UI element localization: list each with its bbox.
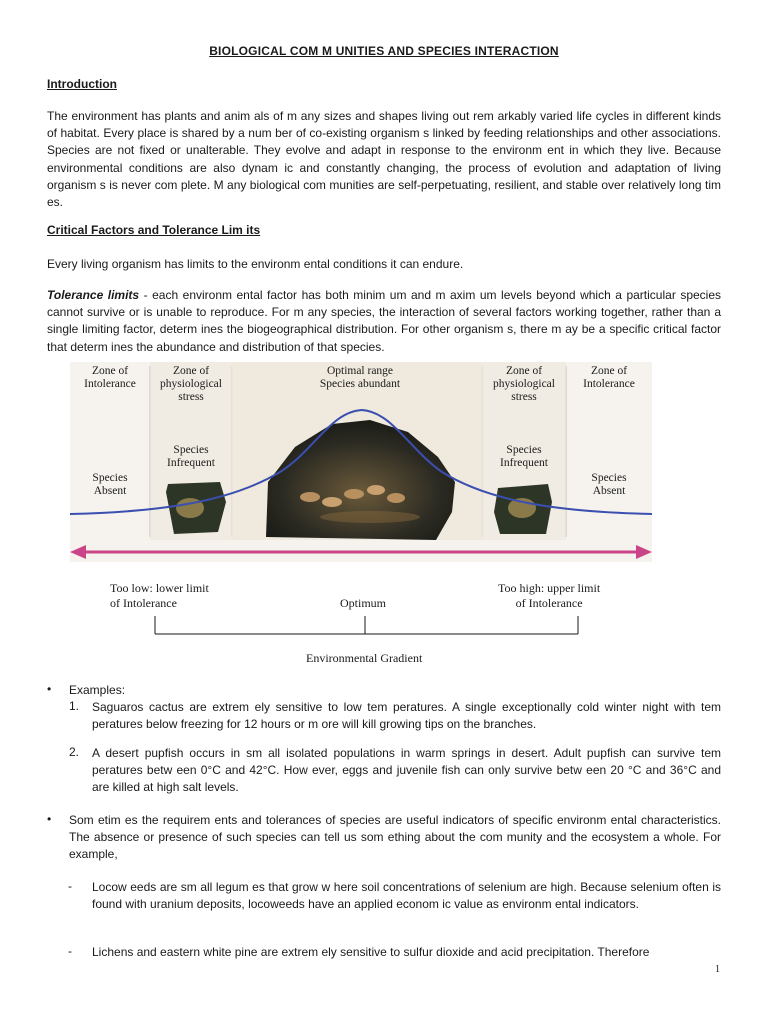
dash-marker: -	[68, 944, 72, 958]
label-line: stress	[178, 391, 204, 403]
label-line: Intolerance	[84, 378, 136, 390]
tolerance-limits-paragraph	[47, 287, 721, 356]
bullet-icon: •	[47, 812, 52, 826]
label-line: Species	[173, 444, 209, 456]
label-line: stress	[511, 391, 537, 403]
label-line: Zone of	[91, 365, 129, 377]
species-absent-right-label	[566, 472, 652, 498]
list-number: 2.	[69, 745, 80, 759]
label-line: Zone of	[505, 365, 543, 377]
label-line: Infrequent	[167, 457, 215, 469]
label-line: of Intolerance	[110, 596, 177, 610]
zone-intolerance-left-label	[70, 365, 150, 391]
label-line: Intolerance	[583, 378, 635, 390]
label-line: Zone of	[172, 365, 210, 377]
label-line: Absent	[93, 485, 127, 497]
label-line: Absent	[592, 485, 626, 497]
example-1-text: Saguaros cactus are extrem ely sensitive to low tem peratures. A single exceptionally cold winter night with tem peratures below freezing for 12 hours or m ore will kill growing tips on the branches.	[92, 700, 721, 732]
examples-label: Examples:	[69, 683, 126, 697]
label-line: Infrequent	[500, 457, 548, 469]
label-line: physiological	[493, 378, 555, 390]
label-line: Too low: lower limit	[110, 581, 209, 595]
critical-factors-intro: Every living organism has limits to the environm ental conditions it can endure.	[47, 257, 464, 271]
label-line: Species	[591, 472, 627, 484]
optimum-label: Optimum	[340, 596, 387, 610]
label-line: Too high: upper limit	[498, 581, 601, 595]
too-low-label	[110, 581, 209, 611]
bullet-icon: •	[47, 682, 52, 696]
species-infrequent-left-label	[150, 444, 232, 470]
tolerance-figure	[70, 362, 652, 562]
tolerance-limits-text: - each environm ental factor has both minim um and m axim um levels beyond which a particular species cannot survive or is unable to reproduce. For m any species, the interaction of several factors working together, rather than a single limiting factor, determ ines the biogeographical distribution. For other organism s, there m ay be a specific critical factor that determ ines the abundance and distribution of that species.	[47, 288, 722, 354]
zone-stress-right-label	[482, 365, 566, 404]
introduction-paragraph: The environment has plants and anim als of m any sizes and shapes living out rem arkably varied life cycles in different kinds of habitat. Every place is shared by a num ber of co-existing organism s linked by feeding relationships and other associations. Species are not fixed or unalterable. They evolve and adapt in response to the environm ent in which they live. Because environmental conditions are also dynam ic and constantly changing, the process of evolution and adaptation of living organism s is never com plete. M any biological com munities are self-perpetuating, resilient, and stable over relatively long tim es.	[47, 109, 721, 210]
label-line: Species	[92, 472, 128, 484]
example-2-text: A desert pupfish occurs in sm all isolated populations in warm springs in desert. Adult pupfish can survive tem peratures betw een 0°C and 42°C. How ever, eggs and juvenile fish can only survive betw een 20 °C and 36°C and are killed at high salt levels.	[92, 746, 721, 795]
label-line: Species	[506, 444, 542, 456]
label-line: physiological	[160, 378, 222, 390]
page-number: 1	[715, 964, 720, 975]
dash-marker: -	[68, 879, 72, 893]
environmental-gradient-label: Environmental Gradient	[306, 651, 423, 665]
species-infrequent-right-label	[482, 444, 566, 470]
species-absent-left-label	[70, 472, 150, 498]
zone-intolerance-right-label	[566, 365, 652, 391]
lichens-text: Lichens and eastern white pine are extrem ely sensitive to sulfur dioxide and acid precipitation. Therefore	[92, 945, 650, 959]
document-title: BIOLOGICAL COM M UNITIES AND SPECIES INTERACTION	[209, 44, 559, 58]
list-number: 1.	[69, 699, 80, 713]
zone-stress-left-label	[150, 365, 232, 404]
label-line: Species abundant	[319, 378, 401, 390]
label-line: Optimal range	[326, 365, 394, 377]
label-line: of Intolerance	[515, 596, 583, 610]
indicators-text: Som etim es the requirem ents and tolerances of species are useful indicators of specific environm ental characteristics. The absence or presence of such species can tell us som ething about the com munity and the ecosystem a whole. For example,	[69, 813, 721, 862]
too-high-label	[498, 581, 600, 611]
critical-factors-heading: Critical Factors and Tolerance Lim its	[47, 223, 261, 237]
introduction-heading: Introduction	[47, 77, 117, 91]
locoweeds-text: Locow eeds are sm all legum es that grow w here soil concentrations of selenium are high. Because selenium often is found with uranium deposits, locoweeds have an applied econom ic value as environm ental indicators.	[92, 880, 721, 912]
zone-optimal-label	[270, 365, 450, 391]
tolerance-limits-term: Tolerance limits	[47, 288, 140, 302]
gradient-bracket	[0, 614, 768, 644]
label-line: Zone of	[590, 365, 628, 377]
